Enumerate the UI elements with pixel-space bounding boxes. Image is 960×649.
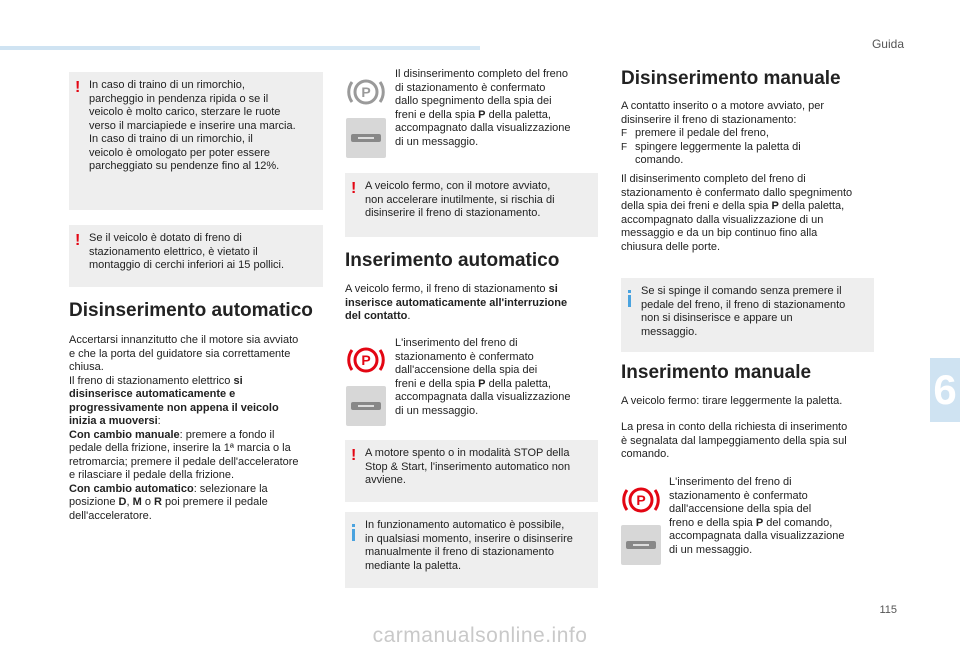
paragraph-inserimento-manuale-confermato	[669, 476, 874, 557]
box-line: Stop & Start, l'inserimento automatico non	[365, 460, 571, 473]
text-span: : premere a fondo il	[179, 428, 275, 441]
paragraph-richiesta-inserimento	[621, 421, 886, 462]
warning-icon: !	[75, 79, 81, 96]
text-line: La presa in conto della richiesta di inserimento	[621, 421, 848, 433]
box-line: parcheggio in pendenza ripida o se il	[89, 92, 269, 105]
box-line: non accelerare inutilmente, si rischia di	[365, 193, 555, 206]
warning-icon: !	[351, 180, 357, 197]
box-line: Se il veicolo è dotato di freno di	[89, 232, 242, 244]
text-line: L'inserimento del freno di	[669, 476, 792, 488]
text-line: Il disinserimento completo del freno di	[621, 173, 806, 185]
box-line: avviene.	[365, 474, 406, 486]
text-line: e che la porta del guidatore sia correttamente	[69, 347, 291, 360]
box-line: A veicolo fermo, con il motore avviato,	[365, 180, 551, 192]
text-line: inserisce automaticamente all'interruzione	[345, 296, 568, 309]
text-span: freno e della spia	[669, 516, 756, 529]
box-line: A motore spento o in modalità STOP della	[365, 447, 570, 459]
svg-text:P: P	[361, 352, 371, 368]
text-span: .	[407, 310, 411, 322]
warning-box-stop-start	[345, 440, 598, 502]
text-span: freni e della spia	[395, 377, 479, 390]
heading-disinserimento-manuale: Disinserimento manuale	[621, 68, 841, 89]
box-line: pedale del freno, il freno di stazionamento	[641, 298, 846, 311]
box-line: Se si spinge il comando senza premere il	[641, 285, 842, 297]
watermark: carmanualsonline.info	[372, 623, 588, 647]
paragraph-inserimento-manuale: A veicolo fermo: tirare leggermente la paletta.	[621, 395, 843, 407]
text-span: del contatto	[345, 310, 408, 322]
text-line: L'inserimento del freno di	[395, 337, 518, 349]
box-line: In funzionamento automatico è possibile,	[365, 519, 565, 531]
text-span: freni e della spia	[395, 108, 479, 121]
paragraph-disinserimento-automatico	[69, 334, 329, 523]
text-line	[345, 310, 605, 324]
section-header: Guida	[871, 37, 904, 51]
box-line: in qualsiasi momento, inserire o disinserire	[365, 532, 573, 545]
parking-brake-on-icon	[621, 480, 661, 520]
page-number: 115	[879, 604, 897, 616]
text-span: inizia a muoversi	[69, 415, 158, 427]
heading-disinserimento-automatico: Disinserimento automatico	[69, 300, 313, 321]
info-box-automatic	[345, 512, 598, 588]
text-span: D	[118, 496, 127, 508]
text-span: del comando,	[763, 516, 833, 529]
text-line: di stazionamento è confermato	[395, 81, 546, 94]
box-line: messaggio.	[641, 325, 698, 338]
text-line: di un messaggio.	[395, 404, 479, 417]
warning-box-accelerate	[345, 173, 598, 237]
text-line: comando.	[635, 154, 684, 166]
text-line: di un messaggio.	[395, 135, 479, 148]
text-span: R	[154, 496, 162, 508]
top-rule-accent	[0, 46, 140, 50]
text-line: stazionamento è confermato dallo spegnimento	[621, 186, 853, 199]
text-line: A contatto inserito o a motore avviato, per	[621, 100, 825, 112]
text-line: retromarcia; premere il pedale dell'acceleratore	[69, 455, 299, 468]
text-line	[395, 109, 595, 123]
box-line: parcheggiato su pendenze fino al 12%.	[89, 160, 280, 172]
paragraph-disinserimento-confermato	[395, 68, 595, 149]
text-span: della paletta,	[485, 108, 551, 121]
svg-text:P: P	[636, 492, 646, 508]
box-line: non si disinserisce e appare un	[641, 312, 793, 324]
paragraph-disinserimento-manuale-intro	[621, 100, 881, 168]
heading-inserimento-manuale: Inserimento manuale	[621, 362, 812, 383]
warning-icon: !	[75, 232, 81, 249]
chapter-tab: 6	[930, 358, 960, 422]
text-span: Il freno di stazionamento elettrico	[69, 374, 234, 387]
text-line: pedale della frizione, inserire la 1ª marcia o la	[69, 442, 291, 454]
warning-box-towing	[69, 72, 323, 210]
text-line: disinserisce automaticamente e	[69, 388, 236, 400]
paragraph-inserimento-intro	[345, 283, 605, 324]
text-span: : selezionare la	[193, 482, 268, 495]
text-line	[69, 496, 329, 510]
text-span: si	[548, 283, 558, 295]
warning-box-wheels	[69, 225, 323, 287]
text-line: e rilasciare il pedale della frizione.	[69, 469, 235, 481]
text-span: Con cambio manuale	[69, 428, 180, 441]
text-line: dall'accensione della spia del	[669, 503, 812, 515]
text-line: Il disinserimento completo del freno	[395, 68, 569, 80]
text-span: P	[478, 377, 486, 390]
info-box-brake-pedal	[621, 278, 874, 352]
text-line: comando.	[621, 448, 670, 460]
text-span: della paletta,	[485, 377, 551, 390]
text-line: messaggio e da un bip continuo fino alla	[621, 227, 818, 239]
text-line: è segnalata dal lampeggiamento della spia sul	[621, 434, 847, 447]
text-line	[395, 378, 595, 392]
text-line: accompagnata dalla visualizzazione	[395, 391, 571, 403]
text-line: stazionamento è confermato	[395, 350, 534, 363]
box-line: stazionamento elettrico, è vietato il	[89, 245, 258, 258]
box-line: montaggio di cerchi inferiori ai 15 pollici.	[89, 259, 285, 271]
paragraph-disinserimento-manuale-body	[621, 173, 886, 254]
parking-brake-lever-icon	[621, 525, 661, 565]
text-line	[621, 200, 886, 214]
text-line	[345, 283, 605, 297]
text-span: :	[157, 415, 161, 427]
text-line: dell'acceleratore.	[69, 509, 152, 522]
text-line: chiusura delle porte.	[621, 240, 721, 253]
text-line	[69, 375, 329, 389]
heading-inserimento-automatico: Inserimento automatico	[345, 250, 560, 271]
text-line	[69, 415, 329, 429]
text-line: dallo spegnimento della spia dei	[395, 95, 552, 107]
svg-text:P: P	[361, 84, 371, 100]
text-span: A veicolo fermo, il freno di stazionamento	[345, 283, 549, 295]
text-span: P	[478, 108, 486, 121]
box-line: In caso di traino di un rimorchio, il	[89, 133, 253, 145]
parking-brake-lever-icon	[346, 386, 386, 426]
text-span: si	[233, 374, 243, 387]
parking-brake-off-icon	[346, 72, 386, 112]
text-line: disinserire il freno di stazionamento:	[621, 113, 797, 126]
warning-icon: !	[351, 447, 357, 464]
text-line: accompagnato dalla visualizzazione	[395, 122, 571, 134]
text-span: ,	[126, 496, 133, 508]
text-line: progressivamente non appena il veicolo	[69, 401, 279, 414]
paragraph-inserimento-confermato	[395, 337, 595, 418]
text-line: stazionamento è confermato	[669, 489, 808, 502]
text-line	[69, 429, 329, 443]
box-line: manualmente il freno di stazionamento	[365, 546, 554, 558]
text-line: chiusa.	[69, 361, 104, 373]
box-line: disinserire il freno di stazionamento.	[365, 207, 541, 219]
bullet-item: F spingere leggermente la paletta di	[621, 141, 881, 155]
box-line: mediante la paletta.	[365, 559, 462, 572]
text-line: dall'accensione della spia dei	[395, 364, 538, 376]
text-line	[669, 517, 874, 531]
text-line: Accertarsi innanzitutto che il motore sia avviato	[69, 334, 299, 346]
text-line: di un messaggio.	[669, 543, 753, 556]
text-span: posizione	[69, 496, 119, 508]
text-span: P	[771, 200, 779, 212]
box-line: In caso di traino di un rimorchio,	[89, 79, 245, 91]
box-line: verso il marciapiede e inserire una marcia.	[89, 119, 296, 132]
box-line: veicolo è molto carico, sterzare le ruote	[89, 106, 281, 118]
bullet-item: F premere il pedale del freno,	[621, 127, 881, 141]
text-span: M	[132, 496, 142, 508]
text-span: P	[755, 516, 764, 529]
text-span: della paletta,	[778, 200, 845, 212]
text-line: accompagnata dalla visualizzazione	[669, 530, 845, 542]
parking-brake-on-icon	[346, 340, 386, 380]
text-span: o	[141, 496, 155, 508]
text-line: accompagnato dalla visualizzazione di un	[621, 213, 824, 226]
box-line: veicolo è omologato per poter essere	[89, 146, 270, 159]
text-line	[69, 483, 329, 497]
text-span: poi premere il pedale	[161, 496, 268, 508]
text-span: della spia dei freni e della spia	[621, 200, 772, 212]
text-span: Con cambio automatico	[69, 482, 194, 495]
parking-brake-lever-icon	[346, 118, 386, 158]
